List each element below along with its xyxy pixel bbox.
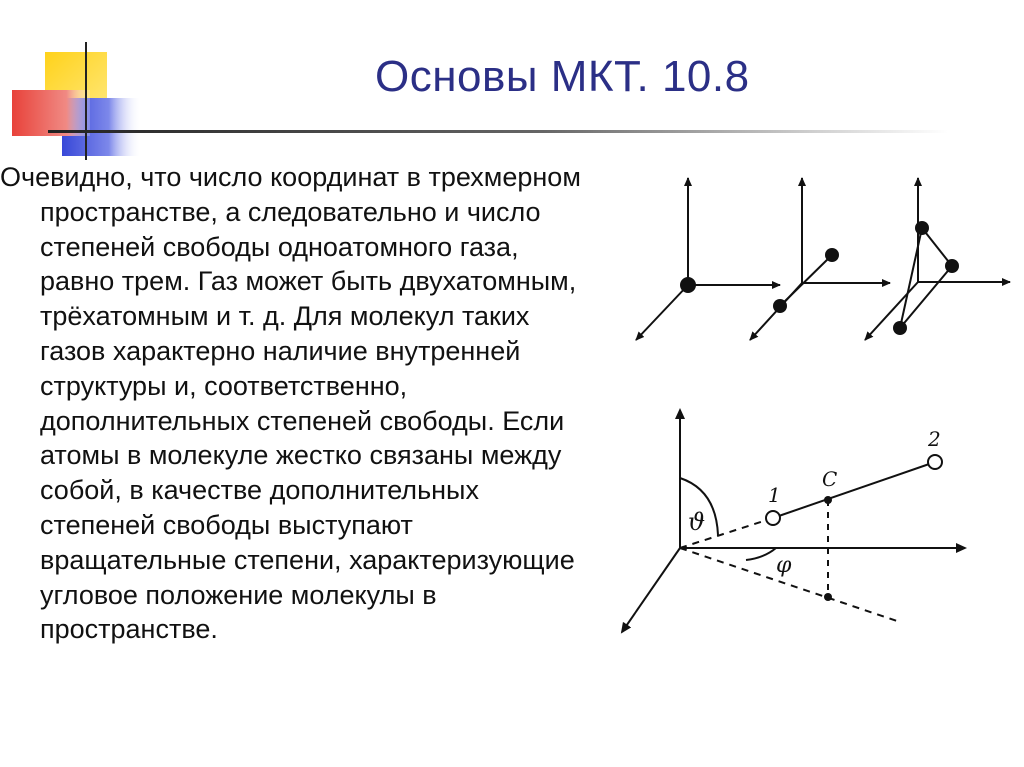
atom-1 <box>766 511 780 525</box>
center-of-mass <box>824 496 832 504</box>
projection-point <box>824 593 832 601</box>
text-line: структуры и, соответственно, <box>40 370 408 401</box>
text-line: собой, в качестве дополнительных <box>40 475 479 506</box>
corner-decoration <box>0 0 160 165</box>
text-line: степеней свободы выступают <box>40 509 413 540</box>
text-line: пространстве. <box>40 614 218 645</box>
label-theta: ϑ <box>688 508 706 536</box>
atom-triatomic-a <box>915 221 929 235</box>
text-line: атомы в молекуле жестко связаны между <box>40 440 562 471</box>
atom-triatomic-c <box>893 321 907 335</box>
atom-triatomic-b <box>945 259 959 273</box>
label-2: 2 <box>928 427 941 451</box>
body-text <box>0 160 630 647</box>
text-line: трёхатомным и т. д. Для молекул таких <box>40 301 530 332</box>
text-line: газов характерно наличие внутренней <box>40 335 521 366</box>
atom-diatomic-b <box>825 248 839 262</box>
title-underline <box>48 130 948 133</box>
slide-title: Основы МКТ. 10.8 <box>375 52 750 101</box>
rotation-angles-figure <box>615 405 975 640</box>
text-line: пространстве, а следовательно и число <box>40 196 541 227</box>
atom-monoatomic <box>680 277 696 293</box>
atom-diatomic-a <box>773 299 787 313</box>
text-line: Очевидно, что число координат в трехмерном <box>0 162 581 192</box>
text-line: вращательные степени, характеризующие <box>40 544 575 575</box>
label-phi: φ <box>776 553 792 578</box>
text-line: степеней свободы одноатомного газа, <box>40 231 519 262</box>
label-1: 1 <box>768 483 781 507</box>
label-c: C <box>822 467 838 491</box>
molecules-axes-figure <box>625 168 1020 353</box>
text-line: дополнительных степеней свободы. Если <box>40 405 565 436</box>
atom-2 <box>928 455 942 469</box>
text-line: равно трем. Газ может быть двухатомным, <box>40 266 577 297</box>
text-line: угловое положение молекулы в <box>40 579 437 610</box>
